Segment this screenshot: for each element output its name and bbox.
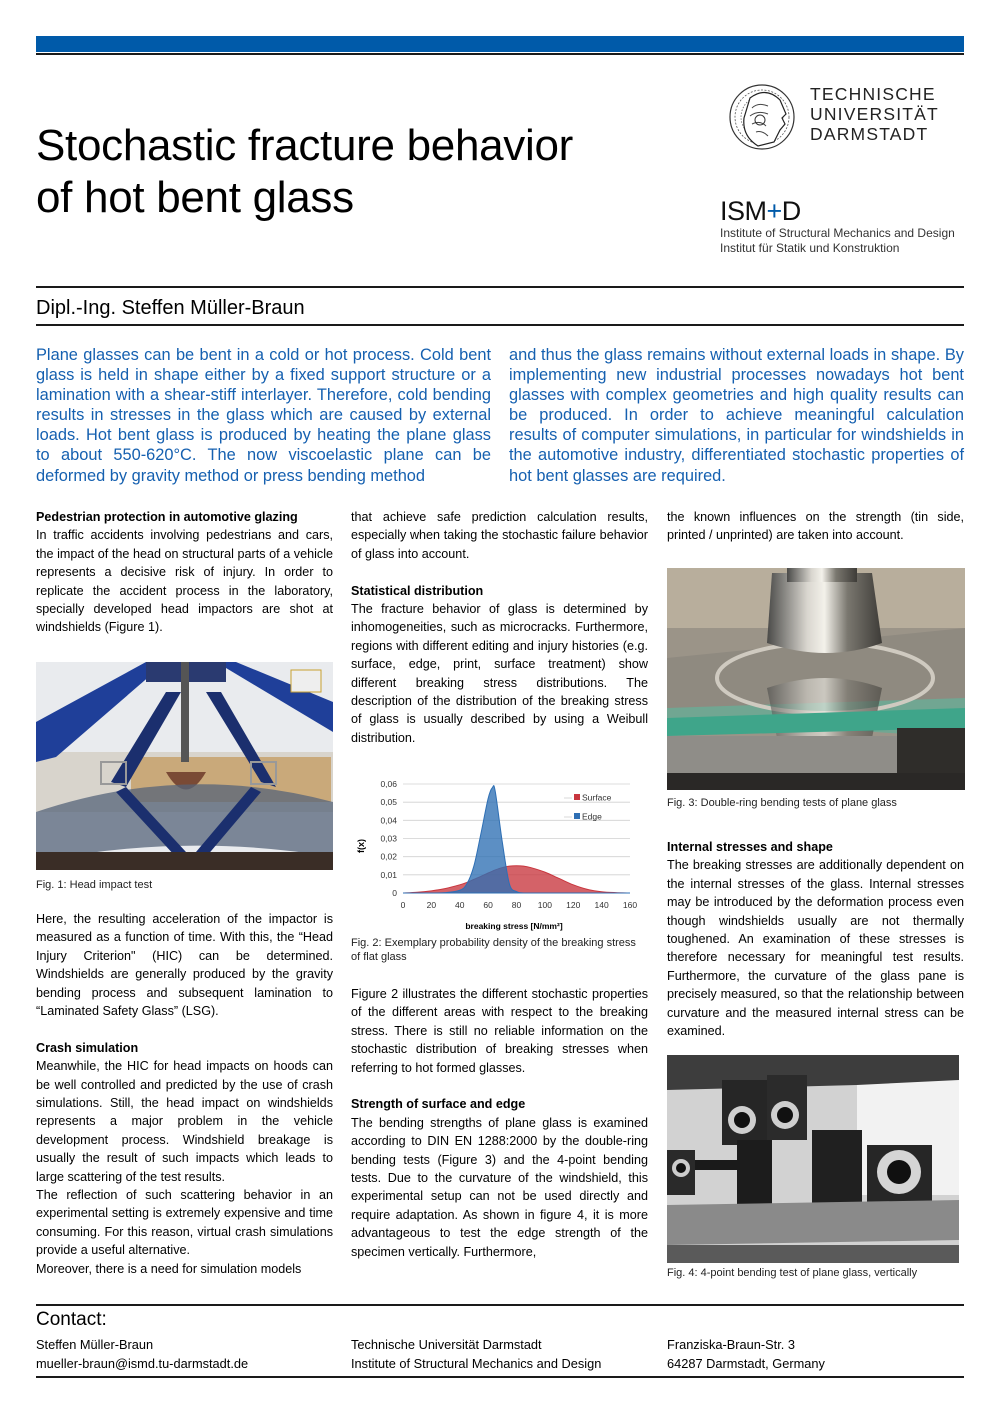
paragraph: In traffic accidents involving pedestrians and cars, the impact of the head on structural parts of a vehicle represents a decisive risk of injury. In order to replicate the accident process in the laboratory, specially developed head impactors are shot at windshields (Figure 1).	[36, 528, 333, 635]
figure-2-chart	[348, 776, 644, 936]
x-tick-label: 60	[483, 900, 493, 910]
footer-bottom-rule	[36, 1376, 964, 1378]
column-1-lower	[36, 910, 333, 1278]
figure-3-double-ring-photo	[667, 568, 965, 790]
double-ring-illustration	[667, 568, 965, 790]
contact-organization	[351, 1336, 601, 1373]
paragraph: The reflection of such scattering behavior in an experimental setting is extremely expensive and time consuming. For this reason, virtual crash simulations provide a useful alternative.	[36, 1188, 333, 1258]
paragraph: Here, the resulting acceleration of the impactor is measured as a function of time. With this, the “Head Injury Criterion" (HIC) can be determined. Windshields are generally produced by the gravity bending process and subsequent lamination to “Laminated Safety Glass” (LSG).	[36, 912, 333, 1019]
heading-pedestrian-protection: Pedestrian protection in automotive glazing	[36, 510, 298, 524]
paragraph: The breaking stresses are additionally dependent on the internal stresses of the glass. Internal stresses may be introduced by the deformation process even though windshields usually are not thermally toughened. An examination of these stresses is therefore necessary for meaningful test results. Furthermore, the curvature of the glass pane is precisely measured, so that the relationship between curvature and the measured internal stress can be examined.	[667, 858, 964, 1039]
paragraph: that achieve safe prediction calculation results, especially when taking the stochastic failure behavior of glass into account.	[351, 510, 648, 561]
contact-email[interactable]: mueller-braun@ismd.tu-darmstadt.de	[36, 1355, 249, 1371]
paragraph: Meanwhile, the HIC for head impacts on hoods can be well controlled and predicted by the use of crash simulations. Still, the head impact on windshields represents a major problem in the vehicle development process. Windshield breakage is usually the result of such impacts which leads to large scattering of the test results.	[36, 1059, 333, 1184]
figure-4-four-point-bending-photo	[667, 1055, 959, 1263]
figure-1-caption: Fig. 1: Head impact test	[36, 879, 153, 891]
ismd-logo	[720, 196, 980, 256]
paragraph: The bending strengths of plane glass is examined according to DIN EN 1288:2000 by the double-ring bending tests (Figure 3) and the 4-point bending tests. Due to the curvature of the windshield, this experimental setup can not be used directly and require adaptation. As shown in figure 4, it is more advantageous to test the edge strength of the specimen vertically. Furthermore,	[351, 1115, 648, 1259]
paragraph: Figure 2 illustrates the different stochastic properties of the different areas with respect to the breaking stress. There is still no reliable information on the stochastic distribution of breaking stresses when referring to hot formed glasses.	[351, 987, 648, 1075]
y-tick-label: 0,02	[380, 851, 397, 862]
header-divider	[36, 53, 964, 55]
x-tick-label: 100	[537, 900, 552, 910]
legend-label-edge: Edge	[582, 811, 602, 822]
x-tick-label: 80	[511, 900, 522, 910]
tu-word-1: TECHNISCHE	[810, 84, 936, 104]
poster-title	[36, 120, 676, 224]
x-tick-label: 20	[426, 900, 437, 910]
intro-left: Plane glasses can be bent in a cold or hot process. Cold bent glass is held in shape either by a fixed support structure or a lamination with a shear-stiff interlayer. Therefore, cold bending results in stresses in the glass which are caused by external loads. Hot bent glass is produced by heating the plane glass to about 550-620°C. The now viscoelastic plane can be deformed by gravity method or press bending method	[36, 346, 491, 485]
heading-crash-simulation: Crash simulation	[36, 1040, 139, 1055]
x-axis-label: breaking stress [N/mm²]	[465, 921, 563, 931]
ismd-german-name: Institut für Statik und Konstruktion	[720, 241, 900, 255]
y-tick-label: 0,01	[380, 869, 397, 880]
x-tick-label: 140	[594, 900, 609, 910]
series-area-surface	[403, 866, 630, 893]
figure-3-caption: Fig. 3: Double-ring bending tests of plane glass	[667, 797, 897, 809]
contact-heading: Contact:	[36, 1309, 107, 1330]
legend-swatch-edge	[574, 813, 580, 819]
contact-address	[667, 1336, 825, 1373]
ismd-plus: +	[766, 196, 782, 226]
tu-word-2: UNIVERSITÄT	[810, 104, 939, 124]
tu-darmstadt-logo	[728, 80, 968, 154]
ismd-wordmark	[720, 196, 980, 226]
paragraph: The fracture behavior of glass is determined by inhomogeneities, such as microcracks. Furthermore, regions with different editing and injury histories (e.g. surface, edge, print, surface treatment) show different breaking stress distributions. The description of the distribution of the breaking stress of glass is usually described by using a Weibull distribution.	[351, 602, 648, 745]
paragraph: Moreover, there is a need for simulation models	[36, 1261, 302, 1276]
y-tick-label: 0,04	[380, 815, 397, 826]
figure-1-head-impact-photo	[36, 662, 333, 870]
heading-statistical-distribution: Statistical distribution	[351, 583, 484, 598]
athena-head-icon	[728, 80, 800, 154]
contact-city: 64287 Darmstadt, Germany	[667, 1355, 825, 1371]
title-line-2: of hot bent glass	[36, 173, 354, 222]
tu-wordmark	[810, 84, 939, 144]
contact-name: Steffen Müller-Braun	[36, 1337, 154, 1352]
ismd-suffix: D	[781, 196, 801, 226]
header-blue-bar	[36, 36, 964, 52]
x-tick-label: 120	[566, 900, 581, 910]
y-tick-label: 0,03	[380, 833, 397, 844]
author-top-rule	[36, 286, 964, 288]
ismd-english-name: Institute of Structural Mechanics and Design	[720, 226, 955, 240]
figure-4-caption: Fig. 4: 4-point bending test of plane glass, vertically	[667, 1267, 918, 1279]
ismd-prefix: ISM	[720, 196, 767, 226]
y-tick-label: 0,06	[380, 779, 397, 789]
contact-person	[36, 1336, 248, 1373]
heading-internal-stresses: Internal stresses and shape	[667, 840, 833, 854]
legend-label-surface: Surface	[582, 792, 612, 803]
contact-street: Franziska-Braun-Str. 3	[667, 1337, 796, 1352]
four-point-bending-illustration	[667, 1055, 959, 1263]
column-3	[667, 508, 964, 545]
y-tick-label: 0,05	[380, 797, 397, 808]
figure-2-caption: Fig. 2: Exemplary probability density of the breaking stress of flat glass	[351, 937, 636, 963]
author-name: Dipl.-Ing. Steffen Müller-Braun	[36, 297, 305, 319]
title-line-1: Stochastic fracture behavior	[36, 121, 573, 170]
heading-strength-surface-edge: Strength of surface and edge	[351, 1097, 526, 1112]
y-tick-label: 0	[392, 888, 397, 898]
author-bottom-rule	[36, 324, 964, 326]
x-tick-label: 0	[400, 900, 406, 910]
column-2-lower	[351, 985, 648, 1261]
column-2	[351, 508, 648, 747]
column-3-lower	[667, 838, 964, 1040]
tu-word-3: DARMSTADT	[810, 124, 929, 144]
contact-university: Technische Universität Darmstadt	[351, 1337, 542, 1352]
intro-right: and thus the glass remains without external loads in shape. By implementing new industrial processes nowadays hot bent glasses with complex geometries and high quality results can be produced. In order to achieve meaningful calculation results of computer simulations, in particular for windshields in the automotive industry, differentiated stochastic properties of hot bent glasses are required.	[509, 346, 964, 485]
x-tick-label: 160	[622, 900, 638, 910]
footer-top-rule	[36, 1304, 964, 1306]
density-chart	[348, 776, 644, 936]
contact-institute: Institute of Structural Mechanics and Design	[351, 1355, 602, 1371]
column-1	[36, 508, 333, 637]
y-axis-label: f(x)	[356, 839, 366, 853]
paragraph: the known influences on the strength (tin side, printed / unprinted) are taken into account.	[667, 510, 964, 543]
x-tick-label: 40	[455, 900, 465, 910]
head-impact-illustration	[36, 662, 333, 870]
legend-swatch-surface	[574, 794, 580, 800]
